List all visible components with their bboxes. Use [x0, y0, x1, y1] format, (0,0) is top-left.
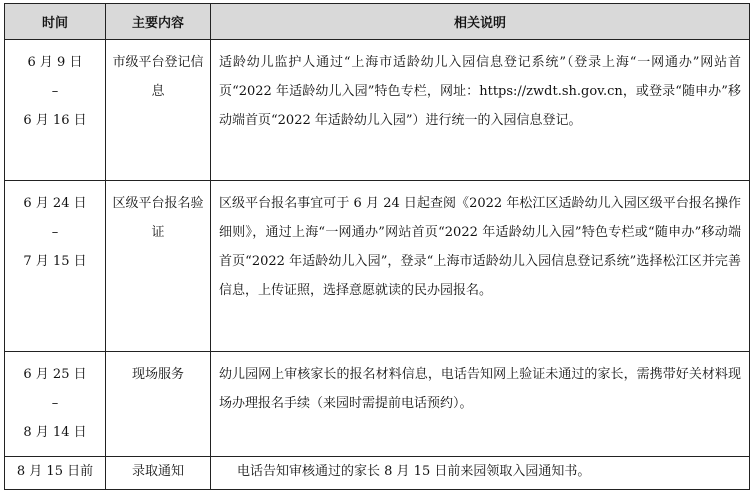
- time-cell: [5, 181, 106, 352]
- table-row: [5, 40, 750, 181]
- description-cell: 区级平台报名事宜可于 6 月 24 日起查阅《2022 年松江区适龄幼儿入园区级平台报名操作细则》，通过上海“一网通办”网站首页“2022 年适龄幼儿入园”特色专栏或“随申办”移动端首页“2022 年适龄幼儿入园”，登录“上海市适龄幼儿入园信息登记系统”选择松江区并完善信息，上传证照，选择意愿就读的民办园报名。: [211, 181, 750, 352]
- time-cell: [5, 352, 106, 457]
- time-end: 8 月 14 日: [23, 425, 87, 440]
- schedule-table: [4, 3, 750, 490]
- header-content: 主要内容: [106, 4, 211, 40]
- time-start: 6 月 25 日: [23, 367, 87, 382]
- table-row: [5, 181, 750, 352]
- time-start: 6 月 24 日: [23, 196, 87, 211]
- description-cell: 幼儿园网上审核家长的报名材料信息，电话告知网上验证未通过的家长，需携带好关材料现场办理报名手续（来园时需提前电话预约）。: [211, 352, 750, 457]
- time-separator: –: [51, 225, 59, 240]
- header-row: [5, 4, 750, 40]
- header-description: 相关说明: [211, 4, 750, 40]
- time-separator: –: [51, 396, 59, 411]
- header-time: 时间: [5, 4, 106, 40]
- content-cell: 区级平台报名验证: [106, 181, 211, 352]
- table-row: [5, 457, 750, 490]
- schedule-table-wrapper: [4, 3, 750, 490]
- description-cell: 适龄幼儿监护人通过“上海市适龄幼儿入园信息登记系统”（登录上海“一网通办”网站首页“2022 年适龄幼儿入园”特色专栏，网址：https://zwdt.sh.gov.cn，或登录“随申办”移动端首页“2022 年适龄幼儿入园”）进行统一的入园信息登记。: [211, 40, 750, 181]
- table-row: [5, 352, 750, 457]
- time-cell: 8 月 15 日前: [5, 457, 106, 490]
- content-cell: 现场服务: [106, 352, 211, 457]
- time-start: 6 月 9 日: [27, 55, 83, 70]
- content-cell: 市级平台登记信息: [106, 40, 211, 181]
- time-separator: –: [51, 84, 59, 99]
- time-end: 7 月 15 日: [23, 254, 87, 269]
- description-cell: 电话告知审核通过的家长 8 月 15 日前来园领取入园通知书。: [211, 457, 750, 490]
- time-cell: [5, 40, 106, 181]
- time-end: 6 月 16 日: [23, 113, 87, 128]
- content-cell: 录取通知: [106, 457, 211, 490]
